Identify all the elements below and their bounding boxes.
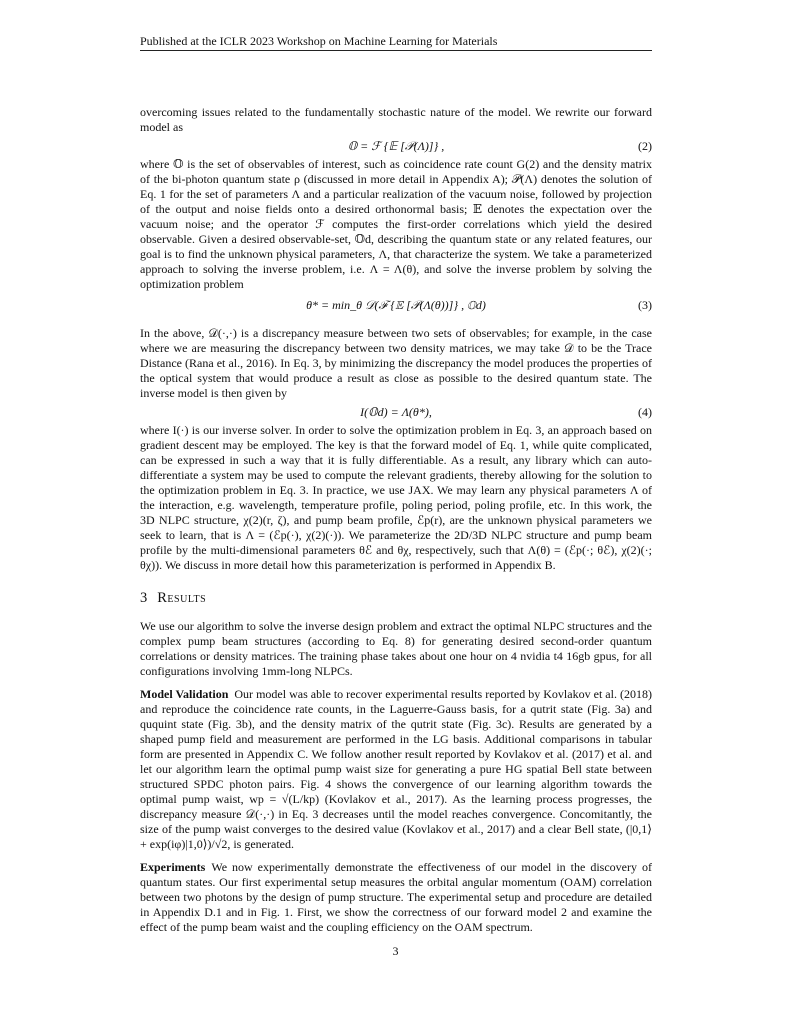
equation-4 <box>140 401 652 423</box>
paragraph-model-validation <box>140 687 652 852</box>
equation-2-expression: 𝕆 = ℱ {𝔼 [𝒫(Λ)]} , <box>347 139 445 153</box>
experiments-heading: Experiments <box>140 860 206 874</box>
equation-2-number: (2) <box>638 139 652 153</box>
equation-3 <box>140 292 652 326</box>
equation-4-number: (4) <box>638 405 652 419</box>
equation-2 <box>140 135 652 157</box>
main-body <box>140 105 652 935</box>
paragraph-inverse-solver: where I(·) is our inverse solver. In order to solve the optimization problem in Eq. 3, an approach based on gradient descent may be employed. The key is that the forward model of Eq. 1, while quite complicated, can be expressed in such a way that it is fully differentiable. As a result, any library which can auto-differentiate a system may be used to compute the relevant gradients, thereby allowing for the solution to the optimization problem in Eq. 3. In practice, we use JAX. We may learn any physical parameters Λ of the interaction, e.g. wavelength, temperature profile, poling period, poling profile, etc. In this work, the 3D NLPC structure, χ(2)(r, ζ), and pump beam profile, ℰp(r), are the unknown physical parameters we seek to learn, that is Λ = (ℰp(·), χ(2)(·)). We parameterize the 2D/3D NLPC structure and pump beam profile by the multi-dimensional parameters θℰ and θχ, respectively, such that Λ(θ) = (ℰp(·; θℰ), χ(2)(·; θχ)). We discuss in more detail how this parameterization is performed in Appendix B. <box>140 423 652 572</box>
model-validation-text: Our model was able to recover experimental results reported by Kovlakov et al. (2018) and reproduce the coincidence rate counts, in the Laguerre-Gauss basis, for a qutrit state (Fig. 3a) and ququint state (Fig. 3b), and the density matrix of the qutrit state (Fig. 3c). Results are generated by a shaped pump field and measurement are performed in the LG basis. Additional comparisons in tabular form are presented in Appendix C. We follow another result reported by Kovlakov et al. (2017) et al. and let our algorithm learn the optimal pump waist size for generating a pure HG spatial Bell state between structured SPDC photon pairs. Fig. 4 shows the convergence of our learning algorithm towards the optimal pump waist, wp = √(L/kp) (Kovlakov et al., 2017). As the learning process progresses, the discrepancy measure 𝒟(·,·) in Eq. 3 decreases until the model reaches convergence. Concomitantly, the size of the pump waist converges to the desired value (Kovlakov et al., 2017) and a clear Bell state, (|0,1⟩ + exp(iφ)|1,0⟩)/√2, is generated. <box>140 687 652 851</box>
running-header: Published at the ICLR 2023 Workshop on Machine Learning for Materials <box>140 34 498 48</box>
page-number: 3 <box>392 944 399 958</box>
paragraph-experiments <box>140 860 652 935</box>
experiments-text: We now experimentally demonstrate the effectiveness of our model in the discovery of quantum states. Our first experimental setup measures the orbital angular momentum (OAM) correlation between two photons by the design of pump structure. The experimental setup and procedure are detailed in Appendix D.1 and in Fig. 1. First, we show the correctness of our forward model 2 and examine the effect of the pump beam waist and the coupling efficiency on the OAM spectrum. <box>140 860 652 934</box>
paragraph-intro: overcoming issues related to the fundamentally stochastic nature of the model. We rewrite our forward model as <box>140 105 652 134</box>
paragraph-observables: where 𝕆 is the set of observables of interest, such as coincidence rate count G(2) and the density matrix of the bi-photon quantum state ρ (discussed in more detail in Appendix A); 𝒫(Λ) denotes the solution of Eq. 1 for the set of parameters Λ and a particular realization of the vacuum noise, followed by projection of the output and noise fields onto a desired orthonormal basis; 𝔼 denotes the expectation over the vacuum noise; and the operator ℱ computes the first-order correlations which yield the desired observable. Given a desired observable-set, 𝕆d, describing the quantum state or any related features, our goal is to find the unknown physical parameters, Λ, that characterize the system. We take a parameterized approach to solving the inverse problem, i.e. Λ = Λ(θ), and solve the inverse problem by solving the optimization problem <box>140 157 652 291</box>
equation-3-number: (3) <box>638 298 652 312</box>
model-validation-heading: Model Validation <box>140 687 229 701</box>
section-number: 3 <box>140 590 148 606</box>
header-rule <box>140 50 652 51</box>
equation-3-expression: θ* = min_θ 𝒟(ℱ {𝔼 [𝒫(Λ(θ))]} , 𝕆d) <box>306 298 486 312</box>
equation-4-expression: I(𝕆d) = Λ(θ*), <box>360 405 432 419</box>
paragraph-discrepancy: In the above, 𝒟(·,·) is a discrepancy measure between two sets of observables; for example, in the case where we are measuring the discrepancy between two density matrices, we may take 𝒟 to be the Trace Distance (Rana et al., 2016). In Eq. 3, by minimizing the discrepancy the model produces the properties of the optical system that would produce a result as close as possible to the desired quantum state. The inverse model is then given by <box>140 326 652 400</box>
paragraph-results-intro: We use our algorithm to solve the inverse design problem and extract the optimal NLPC structures and the complex pump beam structures (according to Eq. 8) for generating desired second-order quantum correlations or density matrices. The training phase takes about one hour on 4 nvidia t4 16gb gpus, for all configurations involving 1mm-long NLPCs. <box>140 619 652 678</box>
section-heading-results <box>140 589 652 607</box>
section-title: Results <box>157 590 207 606</box>
